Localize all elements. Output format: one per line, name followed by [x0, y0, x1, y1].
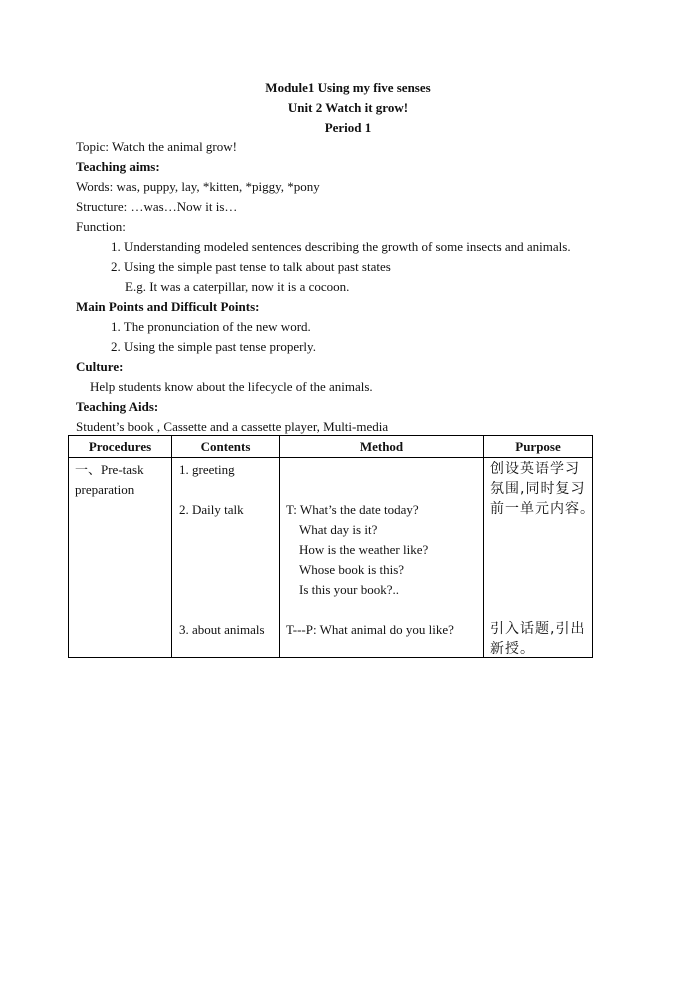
header-purpose: Purpose [484, 436, 593, 458]
purpose-cell [484, 458, 593, 658]
table-row [69, 458, 593, 658]
purpose-line-2: 氛围,同时复习 [490, 481, 586, 497]
method-line-4: Whose book is this? [299, 562, 405, 577]
points-item-1: 1. The pronunciation of the new word. [111, 319, 311, 334]
unit-title: Unit 2 Watch it grow! [287, 100, 409, 115]
purpose-line-1: 创设英语学习 [490, 461, 580, 477]
content-greeting: 1. greeting [179, 462, 235, 477]
period-title: Period 1 [324, 120, 372, 135]
method-line-5: Is this your book?.. [299, 582, 400, 597]
header-procedures: Procedures [69, 436, 172, 458]
content-daily-talk: 2. Daily talk [179, 502, 244, 517]
purpose-line-4: 引入话题,引出 [490, 621, 586, 637]
words-line: Words: was, puppy, lay, *kitten, *piggy, *pony [76, 179, 320, 194]
main-points-heading: Main Points and Difficult Points: [76, 299, 260, 314]
purpose-line-5: 新授。 [490, 641, 535, 657]
teaching-aids-heading: Teaching Aids: [76, 399, 159, 414]
procedure-line-1: 一、Pre-task [75, 462, 144, 477]
example-line: E.g. It was a caterpillar, now it is a cocoon. [125, 279, 350, 294]
function-heading: Function: [76, 219, 126, 234]
method-line-3: How is the weather like? [299, 542, 429, 557]
topic-line: Topic: Watch the animal grow! [76, 139, 237, 154]
method-line-6: T---P: What animal do you like? [286, 622, 454, 637]
content-about-animals: 3. about animals [179, 622, 265, 637]
points-item-2: 2. Using the simple past tense properly. [111, 339, 316, 354]
culture-heading: Culture: [76, 359, 124, 374]
method-cell [280, 458, 484, 658]
procedure-line-2: preparation [75, 482, 135, 497]
method-line-2: What day is it? [299, 522, 378, 537]
function-item-2: 2. Using the simple past tense to talk about past states [111, 259, 391, 274]
function-item-1: 1. Understanding modeled sentences describing the growth of some insects and animals. [111, 239, 571, 254]
contents-cell [172, 458, 280, 658]
method-line-1: T: What’s the date today? [286, 502, 419, 517]
culture-text: Help students know about the lifecycle of the animals. [90, 379, 373, 394]
teaching-aims-heading: Teaching aims: [76, 159, 160, 174]
lesson-plan-table [68, 435, 593, 658]
header-method: Method [280, 436, 484, 458]
module-title: Module1 Using my five senses [265, 80, 431, 95]
structure-line: Structure: …was…Now it is… [76, 199, 238, 214]
header-contents: Contents [172, 436, 280, 458]
procedures-cell [69, 458, 172, 658]
purpose-line-3: 前一单元内容。 [490, 501, 595, 517]
table-header-row [69, 436, 593, 458]
teaching-aids-text: Student’s book , Cassette and a cassette player, Multi-media [76, 419, 389, 434]
